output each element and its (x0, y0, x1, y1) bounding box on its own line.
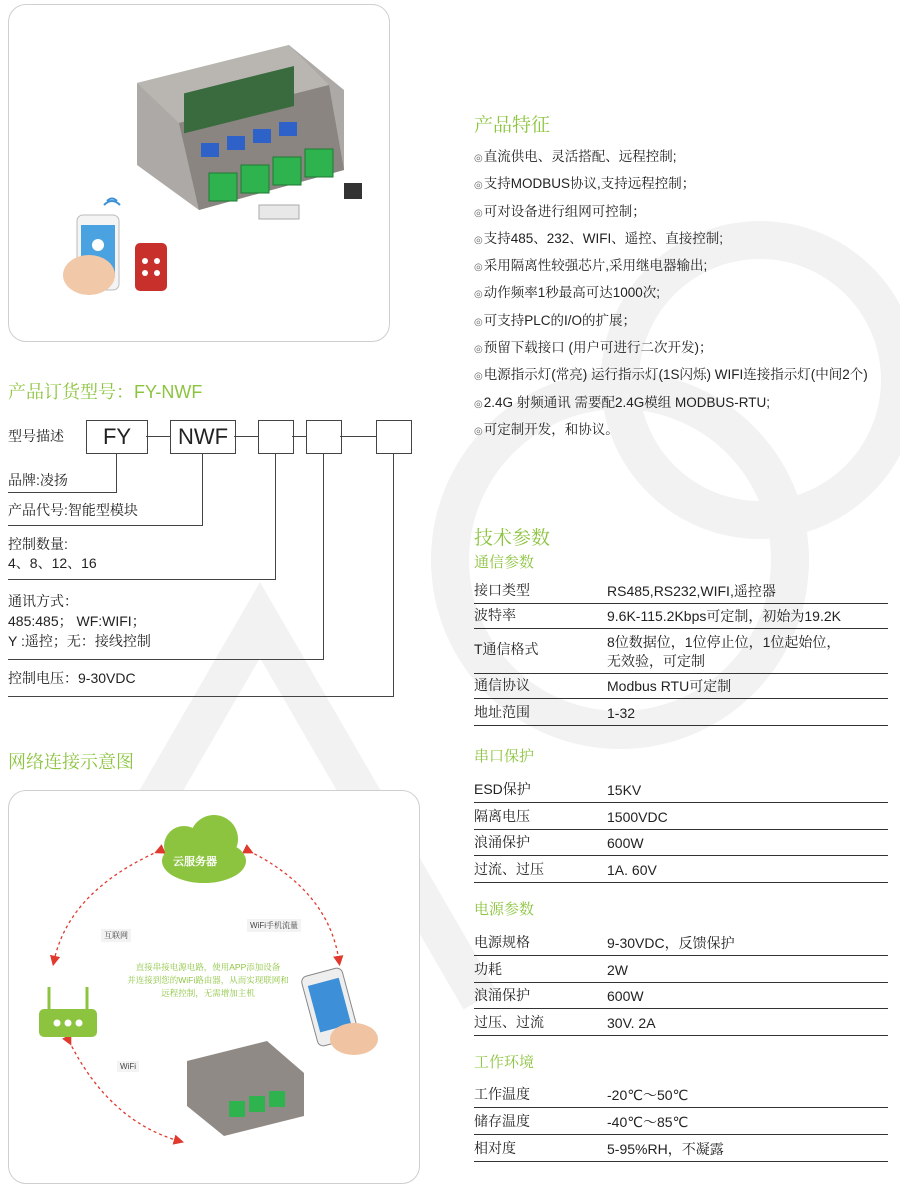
param-value-cont: 无效验，可定制 (607, 653, 705, 669)
code-box-count (258, 420, 294, 454)
device-icon (187, 1041, 304, 1136)
connector-line (8, 525, 203, 526)
feature-item: ◎ 可支持PLC的I/O的扩展； (474, 308, 894, 335)
param-value: RS485,RS232,WIFI,遥控器 (607, 583, 776, 599)
param-key: 隔离电压 (474, 808, 530, 824)
param-value: 1-32 (607, 705, 636, 721)
param-value: 600W (607, 988, 644, 1004)
model-desc-label: 型号描述 (8, 428, 64, 444)
section-title-power: 电源参数 (474, 901, 535, 918)
param-value: 9.6K-115.2Kbps可定制，初始为19.2K (607, 608, 841, 624)
param-key: 接口类型 (474, 582, 530, 598)
param-row (474, 1107, 888, 1135)
param-row (474, 673, 888, 699)
feature-item: ◎ 采用隔离性较强芯片,采用继电器输出; (474, 253, 894, 280)
control-voltage-label: 控制电压：9-30VDC (8, 670, 136, 686)
connector-line (275, 453, 276, 579)
connector-line (116, 453, 117, 492)
feature-item: ◎ 直流供电、灵活搭配、远程控制; (474, 144, 894, 171)
features-list (474, 144, 894, 444)
connector-line (202, 453, 203, 525)
order-model-title: 产品订货型号：FY-NWF (8, 382, 203, 402)
code-box-comm (306, 420, 342, 454)
param-row (474, 802, 888, 830)
code-dash (340, 436, 376, 437)
section-title-environment: 工作环境 (474, 1054, 535, 1071)
param-value: 5-95%RH，不凝露 (607, 1141, 724, 1157)
connector-line (323, 453, 324, 659)
product-photo-card (8, 4, 390, 342)
network-desc-line: 并连接到您的WiFi路由器，从而实现联网和 (127, 975, 289, 985)
connector-line (393, 453, 394, 696)
param-key: 浪涌保护 (474, 834, 530, 850)
param-value: 8位数据位，1位停止位，1位起始位， (607, 634, 841, 650)
connector-line (8, 659, 324, 660)
param-key: 过流、过压 (474, 861, 544, 877)
param-key: 电源规格 (474, 934, 530, 950)
param-row (474, 1134, 888, 1162)
network-desc-line: 远程控制，无需增加主机 (161, 988, 255, 998)
param-row (474, 698, 888, 726)
param-key: 浪涌保护 (474, 987, 530, 1003)
param-value: 2W (607, 962, 628, 978)
param-value: 600W (607, 835, 644, 851)
code-box-brand: FY (86, 420, 148, 454)
product-code-label: 产品代号:智能型模块 (8, 502, 138, 518)
feature-item: ◎ 可对设备进行组网可控制； (474, 199, 894, 226)
param-value: 15KV (607, 782, 642, 798)
param-row (474, 855, 888, 883)
control-count-values: 4、8、12、16 (8, 555, 97, 571)
feature-item: ◎ 预留下载接口 (用户可进行二次开发)； (474, 335, 894, 362)
feature-item: ◎ 动作频率1秒最高可达1000次; (474, 280, 894, 307)
feature-item: ◎ 可定制开发，和协议。 (474, 417, 894, 444)
param-value: 1500VDC (607, 809, 668, 825)
comm-mode-line2: Y :遥控；无：接线控制 (8, 633, 151, 649)
param-value: 1A. 60V (607, 862, 657, 878)
router-icon (39, 987, 97, 1037)
param-value: 30V. 2A (607, 1015, 656, 1031)
param-key: 功耗 (474, 961, 502, 977)
param-row (474, 1008, 888, 1036)
smartphone-icon (300, 967, 378, 1055)
connector-line (8, 492, 117, 493)
connector-line (8, 696, 394, 697)
param-row (474, 929, 888, 956)
param-value: -40℃～85℃ (607, 1114, 689, 1130)
param-key: 地址范围 (474, 704, 530, 720)
comm-mode-title: 通讯方式： (8, 593, 78, 609)
features-title: 产品特征 (474, 115, 551, 136)
param-value: Modbus RTU可定制 (607, 678, 732, 694)
param-key: 储存温度 (474, 1113, 530, 1129)
code-box-product: NWF (170, 420, 236, 454)
param-key: 通信协议 (474, 677, 530, 693)
param-row (474, 829, 888, 856)
param-row (474, 628, 888, 674)
wifi-mobile-data-label: WiFi手机流量 (247, 919, 301, 932)
feature-item: ◎ 2.4G 射频通讯 需要配2.4G模组 MODBUS-RTU; (474, 390, 894, 417)
param-row (474, 1081, 888, 1108)
connector-line (8, 579, 276, 580)
feature-item: ◎ 电源指示灯(常亮) 运行指示灯(1S闪烁) WIFI连接指示灯(中间2个) (474, 362, 894, 389)
cloud-icon (162, 815, 246, 883)
section-title-serial: 串口保护 (474, 748, 535, 765)
param-row (474, 955, 888, 983)
param-value: 9-30VDC，反馈保护 (607, 935, 735, 951)
param-value: -20℃～50℃ (607, 1087, 689, 1103)
network-desc-line: 直接串接电源电路，使用APP添加设备 (135, 962, 281, 972)
param-key: 相对度 (474, 1140, 516, 1156)
param-key: T通信格式 (474, 641, 539, 657)
cloud-server-label: 云服务器 (173, 856, 217, 868)
comm-mode-line1: 485:485； WF:WIFI； (8, 613, 146, 629)
feature-item: ◎ 支持MODBUS协议,支持远程控制； (474, 171, 894, 198)
network-diagram-card (8, 790, 420, 1184)
param-row (474, 603, 888, 629)
brand-label: 品牌:凌扬 (8, 472, 68, 488)
control-count-title: 控制数量: (8, 536, 68, 552)
product-image (9, 5, 389, 341)
param-key: 波特率 (474, 607, 516, 623)
network-diagram-title: 网络连接示意图 (8, 752, 134, 772)
param-row (474, 982, 888, 1009)
section-title-comm: 通信参数 (474, 554, 535, 571)
internet-label: 互联网 (101, 929, 131, 942)
wifi-label: WiFi (117, 1061, 139, 1072)
network-description (113, 961, 303, 1000)
feature-item: ◎ 支持485、232、WIFI、遥控、直接控制; (474, 226, 894, 253)
code-dash (146, 436, 170, 437)
param-row (474, 578, 888, 604)
tech-params-title: 技术参数 (474, 528, 551, 549)
param-row (474, 776, 888, 803)
code-dash (234, 436, 258, 437)
param-key: 工作温度 (474, 1086, 530, 1102)
param-key: 过压、过流 (474, 1014, 544, 1030)
code-box-voltage (376, 420, 412, 454)
param-key: ESD保护 (474, 781, 531, 797)
code-dash (292, 436, 306, 437)
